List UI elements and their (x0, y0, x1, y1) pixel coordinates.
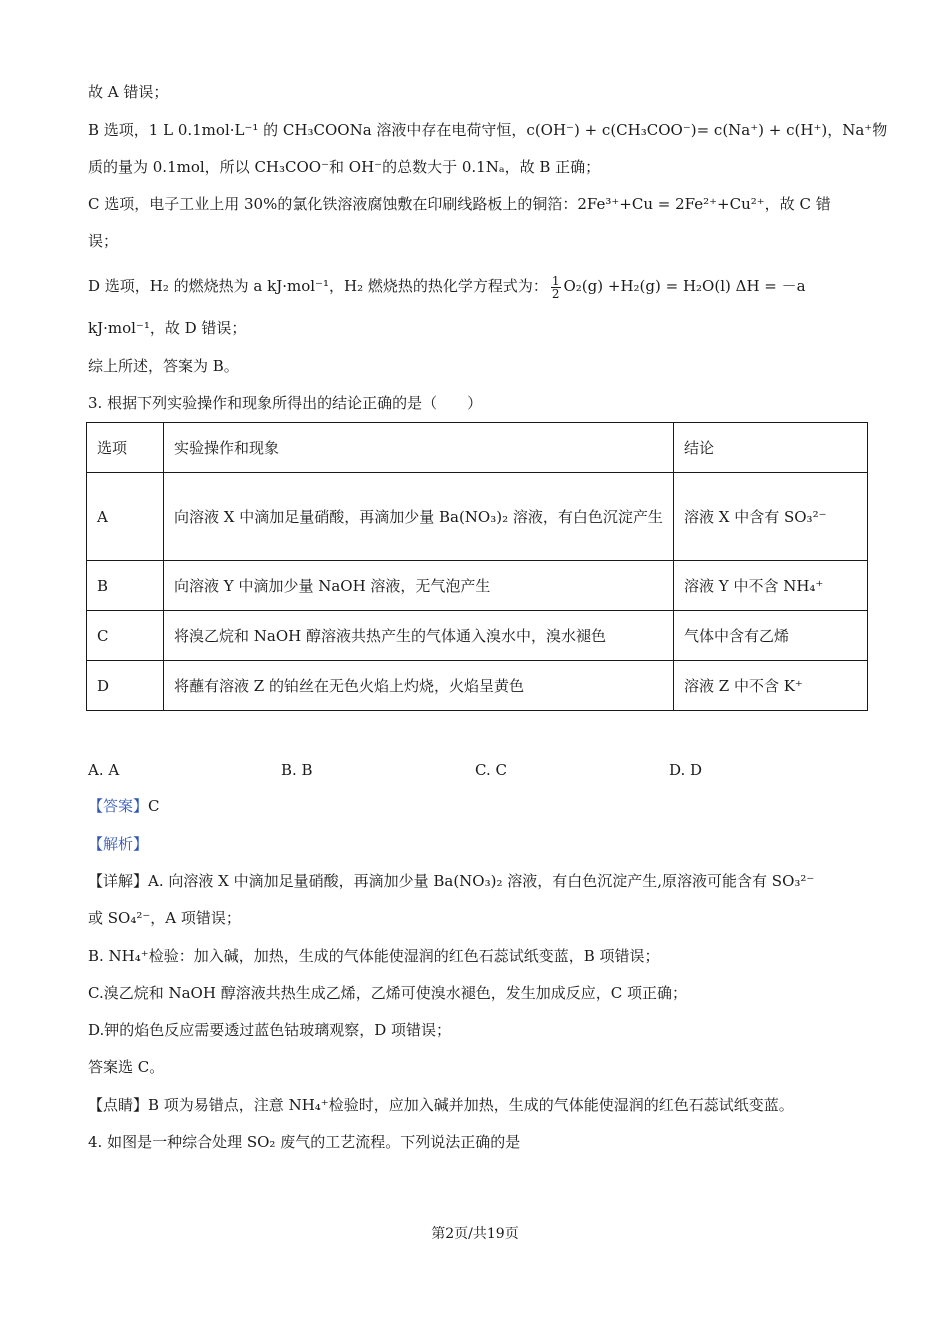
header-option: 选项 (87, 423, 164, 473)
row-option: B (87, 561, 164, 611)
detail-line-6: 答案选 C。 (88, 1058, 165, 1076)
fraction-denominator: 2 (551, 286, 560, 301)
header-conclusion: 结论 (674, 423, 868, 473)
row-conclusion: 溶液 Y 中不含 NH₄⁺ (674, 561, 868, 611)
answer-line (88, 794, 880, 818)
tip-text: B 项为易错点，注意 NH₄⁺检验时，应加入碱并加热，生成的气体能使湿润的红色石蕊试纸变蓝。 (148, 1096, 794, 1114)
tip-label: 【点睛】 (88, 1096, 149, 1114)
row-operation: 向溶液 X 中滴加足量硝酸，再滴加少量 Ba(NO₃)₂ 溶液，有白色沉淀产生 (164, 473, 674, 561)
option-a: A. A (88, 761, 120, 779)
fraction-numerator: 1 (551, 273, 560, 288)
row-conclusion: 溶液 Z 中不含 K⁺ (674, 661, 868, 711)
question-4: 4. 如图是一种综合处理 SO₂ 废气的工艺流程。下列说法正确的是 (88, 1133, 521, 1151)
line-2: B 选项，1 L 0.1mol·L⁻¹ 的 CH₃COONa 溶液中存在电荷守恒，c(OH⁻) + c(CH₃COO⁻)= c(Na⁺) + c(H⁺)，Na⁺物 (88, 121, 888, 139)
table-header-row (87, 423, 868, 473)
row-option: C (87, 611, 164, 661)
detail-line-4: C.溴乙烷和 NaOH 醇溶液共热生成乙烯，乙烯可使溴水褪色，发生加成反应，C 项正确； (88, 984, 687, 1002)
option-c: C. C (475, 761, 507, 779)
line-6 (88, 274, 880, 300)
line-5: 误； (88, 232, 119, 250)
line-6-text-b: O₂(g) +H₂(g) = H₂O(l) ΔH = －a (563, 277, 806, 295)
line-6-text-a: D 选项，H₂ 的燃烧热为 a kJ·mol⁻¹，H₂ 燃烧热的热化学方程式为： (88, 277, 548, 295)
row-conclusion: 溶液 X 中含有 SO₃²⁻ (674, 473, 868, 561)
row-conclusion: 气体中含有乙烯 (674, 611, 868, 661)
row-option: A (87, 473, 164, 561)
detail-text-1: A. 向溶液 X 中滴加足量硝酸，再滴加少量 Ba(NO₃)₂ 溶液，有白色沉淀产生,原溶液可能含有 SO₃²⁻ (148, 872, 815, 890)
detail-line-3: B. NH₄⁺检验：加入碱，加热，生成的气体能使湿润的红色石蕊试纸变蓝，B 项错误； (88, 947, 660, 965)
one-half-fraction (551, 275, 561, 300)
table-row (87, 561, 868, 611)
row-option: D (87, 661, 164, 711)
experiment-table (86, 422, 868, 711)
row-operation: 将蘸有溶液 Z 的铂丝在无色火焰上灼烧，火焰呈黄色 (164, 661, 674, 711)
line-3: 质的量为 0.1mol，所以 CH₃COO⁻和 OH⁻的总数大于 0.1Nₐ，故 B 正确； (88, 158, 601, 176)
tip-line (88, 1093, 880, 1117)
line-8: 综上所述，答案为 B。 (88, 357, 239, 375)
table-row (87, 611, 868, 661)
table-row (87, 661, 868, 711)
answer-label: 【答案】 (88, 797, 149, 815)
table-row (87, 473, 868, 561)
line-7: kJ·mol⁻¹，故 D 错误； (88, 319, 247, 337)
question-3: 3. 根据下列实验操作和现象所得出的结论正确的是（ ） (88, 394, 483, 412)
detail-line-5: D.钾的焰色反应需要透过蓝色钴玻璃观察，D 项错误； (88, 1021, 452, 1039)
option-d: D. D (669, 761, 703, 779)
option-b: B. B (281, 761, 313, 779)
analysis-label: 【解析】 (88, 835, 149, 853)
header-operation: 实验操作和现象 (164, 423, 674, 473)
line-4: C 选项，电子工业上用 30%的氯化铁溶液腐蚀敷在印刷线路板上的铜箔：2Fe³⁺+Cu = 2Fe²⁺+Cu²⁺，故 C 错 (88, 195, 831, 213)
detail-line-2: 或 SO₄²⁻，A 项错误； (88, 909, 241, 927)
page-footer: 第2页/共19页 (431, 1226, 519, 1242)
line-1: 故 A 错误； (88, 83, 169, 101)
detail-label: 【详解】 (88, 872, 149, 890)
detail-line-1 (88, 869, 880, 893)
answer-value: C (148, 797, 160, 815)
row-operation: 向溶液 Y 中滴加少量 NaOH 溶液，无气泡产生 (164, 561, 674, 611)
row-operation: 将溴乙烷和 NaOH 醇溶液共热产生的气体通入溴水中，溴水褪色 (164, 611, 674, 661)
